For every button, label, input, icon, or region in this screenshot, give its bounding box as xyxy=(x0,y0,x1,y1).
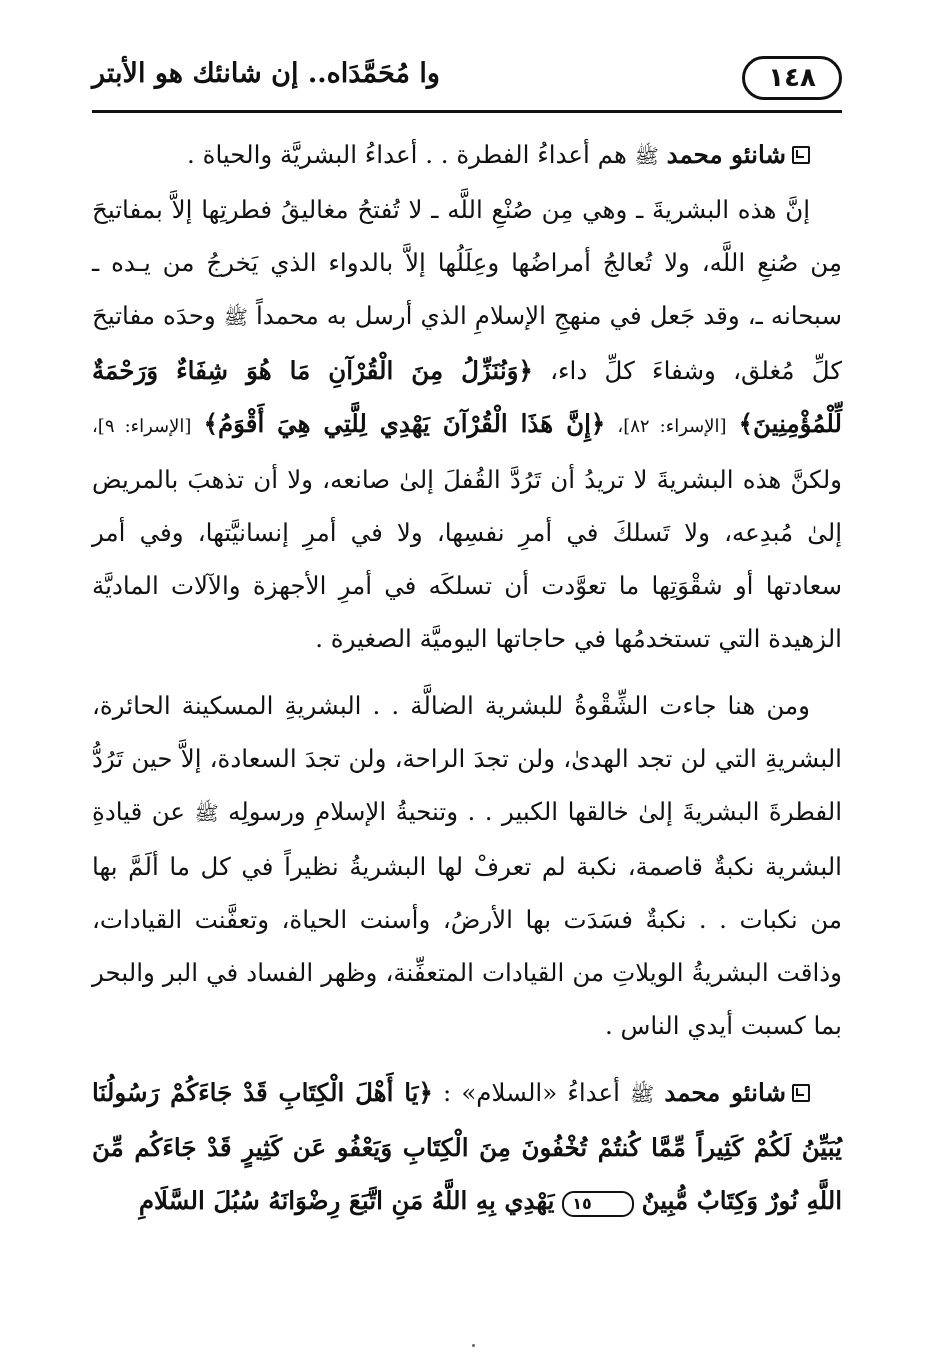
running-title: وا مُحَمَّدَاه.. إن شانئك هو الأبتر xyxy=(92,58,440,89)
quran-verse: ﴿يَا أَهْلَ الْكِتَابِ قَدْ جَاءَكُمْ رَسُولُنَا يُبَيِّنُ لَكُمْ كَثِيراً مِّمَّا كُنتُمْ تُخْفُونَ مِنَ الْكِتَابِ وَيَعْفُو عَن كَثِيرٍ قَدْ جَاءَكُم مِّنَ اللَّهِ نُورٌ وَكِتَابٌ مُّبِينٌ xyxy=(92,1078,842,1215)
paragraph-text: ولكنَّ هذه البشريةَ لا تريدُ أن تَرُدَّ القُفلَ إلىٰ صانعه، ولا أن تذهبَ بالمريض إلىٰ مُبدِعه، ولا تَسلكَ في أمرِ نفسِها، ولا في أمرِ إنسانيَّتها، وفي أمر سعادتها أو شقْوَتِها ما تعوَّدت أن تسلكَه في أمرِ الأجهزة والآلات الماديَّة الزهيدة التي تستخدمُها في حاجاتها اليوميَّة الصغيرة . xyxy=(92,465,842,653)
section-lead: شانئو محمد xyxy=(666,140,786,169)
checkbox-bullet-icon xyxy=(792,146,810,164)
section-lead: شانئو محمد xyxy=(664,1078,786,1107)
header-rule xyxy=(92,110,842,113)
honorific: ﷺ xyxy=(223,305,248,329)
section-heading-text: أعداءُ «السلام» : xyxy=(442,1078,620,1107)
scan-speck xyxy=(472,1344,475,1347)
paragraph-text: عن قيادةِ البشرية نكبةٌ قاصمة، نكبة لم تعرفْ لها البشريةُ نظيراً في كل ما ألَمَّ بها من نكبات . . نكبةٌ فسَدَت بها الأرضُ، وأسنت الحياة، وتعفَّنت القيادات، وذاقت البشريةُ الويلاتِ من القيادات المتعفِّنة، وظهر الفساد في البر والبحر بما كسبت أيدي الناس . xyxy=(92,797,842,1040)
page-number: ١٤٨ xyxy=(742,56,842,100)
honorific: ﷺ xyxy=(194,801,219,825)
section-heading-2 xyxy=(92,1066,842,1227)
section-heading-text: هم أعداءُ الفطرة . . أعداءُ البشريَّة والحياة . xyxy=(187,140,627,169)
page-body xyxy=(92,128,842,1227)
paragraph-2 xyxy=(92,679,842,1052)
page-header xyxy=(92,52,842,110)
paragraph-text: وحدَه مفاتيحَ كلِّ مُغلق، وشفاءَ كلِّ داء، xyxy=(92,301,842,385)
quran-verse: يَهْدِي بِهِ اللَّهُ مَنِ اتَّبَعَ رِضْوَانَهُ سُبُلَ السَّلَامِ xyxy=(138,1186,555,1215)
paragraph-1 xyxy=(92,183,842,665)
verse-reference: [الإسراء: ٨٢]، xyxy=(617,416,727,437)
paragraph-text: ومن هنا جاءت الشِّقْوةُ للبشرية الضالَّة . . البشريةِ المسكينة الحائرة، البشريةِ التي لن تجد الهدىٰ، ولن تجدَ الراحة، ولن تجدَ السعادة، إلاَّ حين تَرُدُّ الفطرةَ البشريةَ إلىٰ خالقها الكبير . . وتنحيةُ الإسلامِ ورسولِه xyxy=(92,691,842,826)
ayah-number-mark: ١٥ xyxy=(562,1191,634,1217)
honorific: ﷺ xyxy=(634,144,659,168)
checkbox-bullet-icon xyxy=(792,1084,810,1102)
quran-verse: ﴿وَنُنَزِّلُ مِنَ الْقُرْآنِ مَا هُوَ شِفَاءٌ وَرَحْمَةٌ لِّلْمُؤْمِنِينَ﴾ xyxy=(92,356,842,438)
verse-reference: [الإسراء: ٩]، xyxy=(92,416,192,437)
paragraph-text: إنَّ هذه البشريةَ ـ وهي مِن صُنْعِ اللَّه ـ لا تُفتحُ مغاليقُ فطرتِها إلاَّ بمفاتيحَ مِن صُنعِ اللَّه، ولا تُعالجُ أمراضُها وعِلَلُها إلاَّ بالدواء الذي يَخرجُ من يـده ـ سبحانه ـ، وقد جَعل في منهجِ الإسلامِ الذي أرسل به محمداً xyxy=(92,195,842,330)
quran-verse: ﴿إِنَّ هَذَا الْقُرْآنَ يَهْدِي لِلَّتِي هِيَ أَقْوَمُ﴾ xyxy=(203,409,606,438)
section-heading-1 xyxy=(92,128,842,183)
honorific: ﷺ xyxy=(630,1082,655,1106)
